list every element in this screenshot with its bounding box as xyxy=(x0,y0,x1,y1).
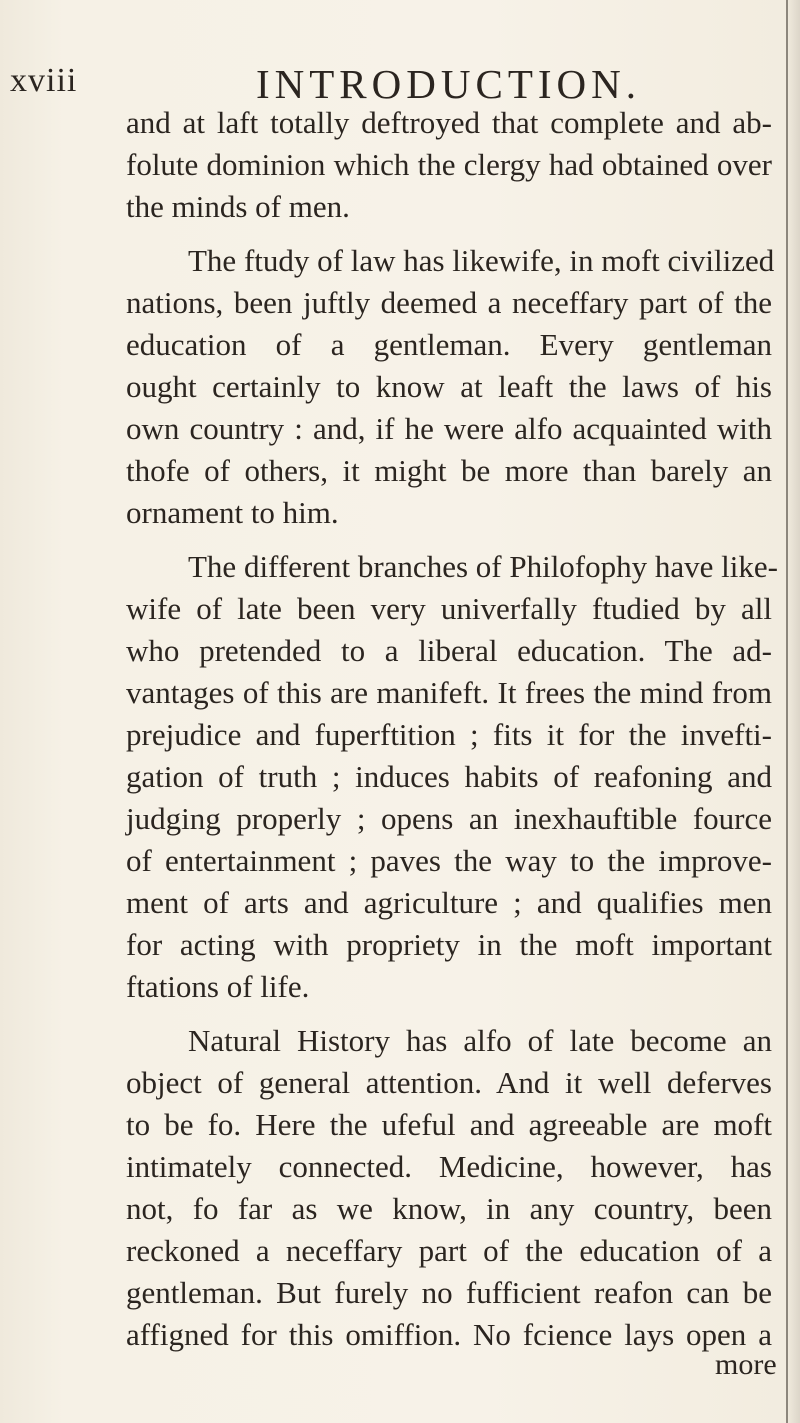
text-line: not, fo far as we know, in any country, been xyxy=(126,1191,772,1226)
text-line: ought certainly to know at leaft the laws of his xyxy=(126,369,772,404)
text-line: nations, been juftly deemed a neceffary part of the xyxy=(126,285,772,320)
text-line: wife of late been very univerfally ftudied by all xyxy=(126,591,772,626)
text-line: Natural History has alfo of late become an xyxy=(188,1023,772,1058)
catchword: more xyxy=(715,1348,777,1381)
paragraph-3 xyxy=(126,546,778,1008)
text-line: to be fo. Here the ufeful and agreeable are moft xyxy=(126,1107,772,1142)
text-line: prejudice and fuperftition ; fits it for the invefti- xyxy=(126,717,772,752)
text-line: for acting with propriety in the moft important xyxy=(126,927,772,962)
text-line: gation of truth ; induces habits of reafoning and xyxy=(126,759,772,794)
page-edge-line xyxy=(786,0,788,1423)
text-line: thofe of others, it might be more than barely an xyxy=(126,453,772,488)
text-line: affigned for this omiffion. No fcience lays open a xyxy=(126,1317,772,1352)
text-line: education of a gentleman. Every gentleman xyxy=(126,327,772,362)
text-line: The different branches of Philofophy have like- xyxy=(188,549,778,584)
text-line: ornament to him. xyxy=(126,495,339,530)
text-line: of entertainment ; paves the way to the improve- xyxy=(126,843,772,878)
text-line: and at laft totally deftroyed that complete and ab- xyxy=(126,105,772,140)
text-line: who pretended to a liberal education. The ad- xyxy=(126,633,772,668)
text-line: object of general attention. And it well deferves xyxy=(126,1065,772,1100)
text-line: the minds of men. xyxy=(126,189,350,224)
paragraph-4 xyxy=(126,1020,772,1356)
page-edge-shadow xyxy=(786,0,800,1423)
running-head: INTRODUCTION. xyxy=(256,61,641,107)
paragraph-2 xyxy=(126,240,775,534)
text-line: own country : and, if he were alfo acquainted with xyxy=(126,411,772,446)
text-line: gentleman. But furely no fufficient reafon can be xyxy=(126,1275,772,1310)
body-text xyxy=(126,102,778,1356)
text-line: ftations of life. xyxy=(126,969,310,1004)
text-line: ment of arts and agriculture ; and qualifies men xyxy=(126,885,772,920)
page-number: xviii xyxy=(10,62,78,99)
text-line: reckoned a neceffary part of the education of a xyxy=(126,1233,772,1268)
text-line: judging properly ; opens an inexhauftible fource xyxy=(126,801,772,836)
text-line: folute dominion which the clergy had obtained over xyxy=(126,147,772,182)
text-line: The ftudy of law has likewife, in moft civilized xyxy=(188,243,775,278)
text-line: intimately connected. Medicine, however, has xyxy=(126,1149,772,1184)
text-line: vantages of this are manifeft. It frees the mind from xyxy=(126,675,772,710)
paragraph-1 xyxy=(126,102,772,228)
